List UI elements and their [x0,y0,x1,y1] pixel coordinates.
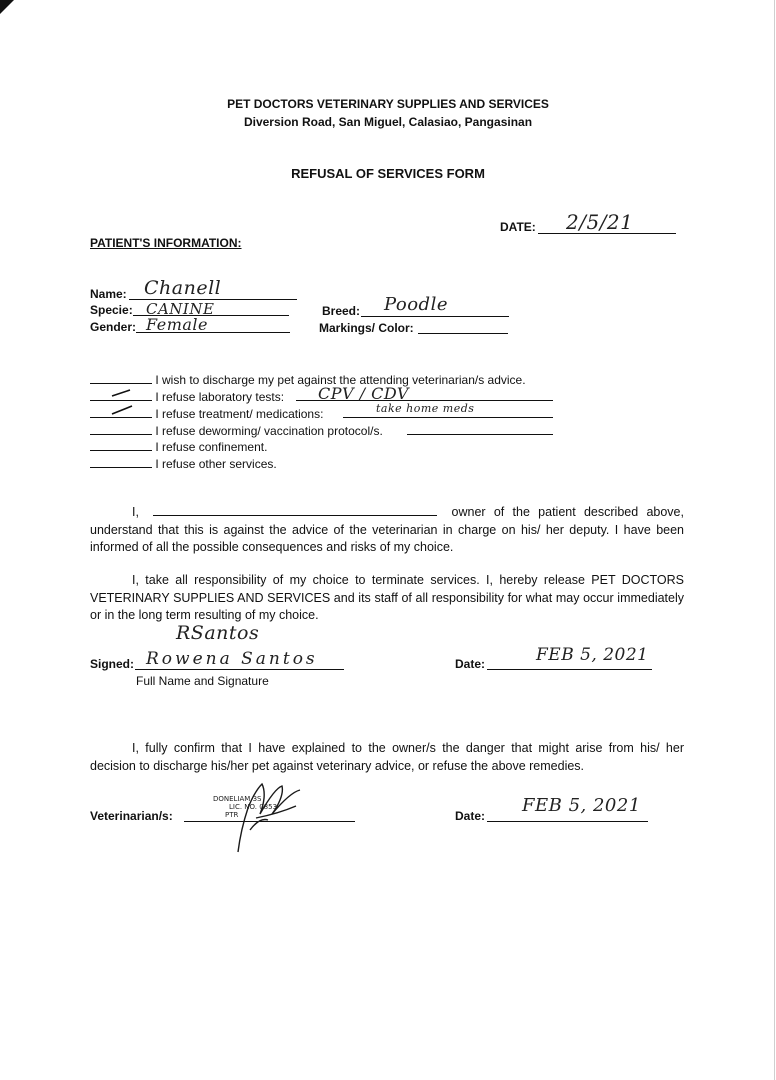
gender-label: Gender: [90,320,137,334]
refusal-label: I refuse confinement. [155,440,268,454]
stamp-line: PTR [225,811,239,819]
breed-value[interactable]: Poodle [384,294,448,315]
owner-date-line [487,669,652,670]
treatment-line [343,417,553,418]
vet-signature-scribble [226,778,310,854]
breed-line [361,316,509,317]
gender-value[interactable]: Female [146,315,208,334]
deworming-line [407,434,553,435]
markings-label: Markings/ Color: [319,321,414,335]
refusal-row [90,423,383,438]
owner-date-label: Date: [455,657,486,671]
vet-statement-text: I, fully confirm that I have explained to the owner/s the danger that might arise from his/ her decision to discharge his/her pet against veterinary advice, or refuse the above remedies. [90,741,684,773]
refusal-label: I wish to discharge my pet against the attending veterinarian/s advice. [155,373,526,387]
refusal-row [90,406,323,421]
stamp-line: DONELIAM 3S [213,795,262,803]
vet-statement [90,740,684,775]
owner-date-value[interactable]: FEB 5, 2021 [536,645,649,665]
specie-label: Specie: [90,303,133,317]
signature-caption: Full Name and Signature [136,674,269,688]
owner-signature-mark: RSantos [176,622,260,644]
refusal-label: I refuse deworming/ vaccination protocol/s. [155,424,383,438]
refusal-checkbox[interactable] [90,389,152,401]
date-value[interactable]: 2/5/21 [566,210,634,234]
scan-corner-mark [0,0,14,14]
name-value[interactable]: Chanell [144,277,222,299]
check-mark-icon [90,385,152,399]
owner-statement [90,504,684,557]
vet-date-line [487,821,648,822]
patient-section-title: PATIENT'S INFORMATION: [90,236,242,250]
vet-label: Veterinarian/s: [90,809,173,823]
date-label: DATE: [500,220,536,234]
refusal-checkbox[interactable] [90,423,152,435]
treatment-detail[interactable]: take home meds [376,402,475,415]
owner-name-line[interactable] [153,504,437,516]
responsibility-text: I, take all responsibility of my choice to terminate services. I, hereby release PET DOCTORS VETERINARY SUPPLIES AND SERVICES and its staff of all responsibility for what may occur immediately or in the long term resulting of my choice. [90,573,684,622]
owner-intro: I, [132,505,139,519]
lab-tests-detail[interactable]: CPV / CDV [318,384,409,403]
owner-full-name[interactable]: Rowena Santos [146,649,318,669]
refusal-label: I refuse laboratory tests: [155,390,285,404]
owner-statement-text: owner of the patient described above, understand that this is against the advice of the veterinarian in charge on his/ her deputy. I have been informed of all the possible consequences and risks of my choice. [90,505,684,554]
refusal-checkbox[interactable] [90,372,152,384]
scan-edge [774,0,775,1080]
breed-label: Breed: [322,304,361,318]
vet-date-label: Date: [455,809,486,823]
form-title: REFUSAL OF SERVICES FORM [291,166,485,181]
refusal-label: I refuse other services. [155,457,277,471]
refusal-row [90,456,277,471]
signed-label: Signed: [90,657,134,671]
refusal-checkbox[interactable] [90,456,152,468]
check-mark-icon [90,402,152,416]
vet-date-value[interactable]: FEB 5, 2021 [522,795,641,816]
refusal-row [90,439,267,454]
refusal-label: I refuse treatment/ medications: [155,407,324,421]
markings-line [418,333,508,334]
refusal-row [90,372,526,387]
refusal-checkbox[interactable] [90,406,152,418]
org-name: PET DOCTORS VETERINARY SUPPLIES AND SERVICES [227,97,549,111]
name-label: Name: [90,287,127,301]
refusal-checkbox[interactable] [90,439,152,451]
specie-value[interactable]: CANINE [146,300,215,318]
signed-line [135,669,344,670]
org-address: Diversion Road, San Miguel, Calasiao, Pangasinan [243,115,533,129]
responsibility-statement [90,572,684,625]
stamp-line: LIC. NO. 0853 [229,803,278,811]
